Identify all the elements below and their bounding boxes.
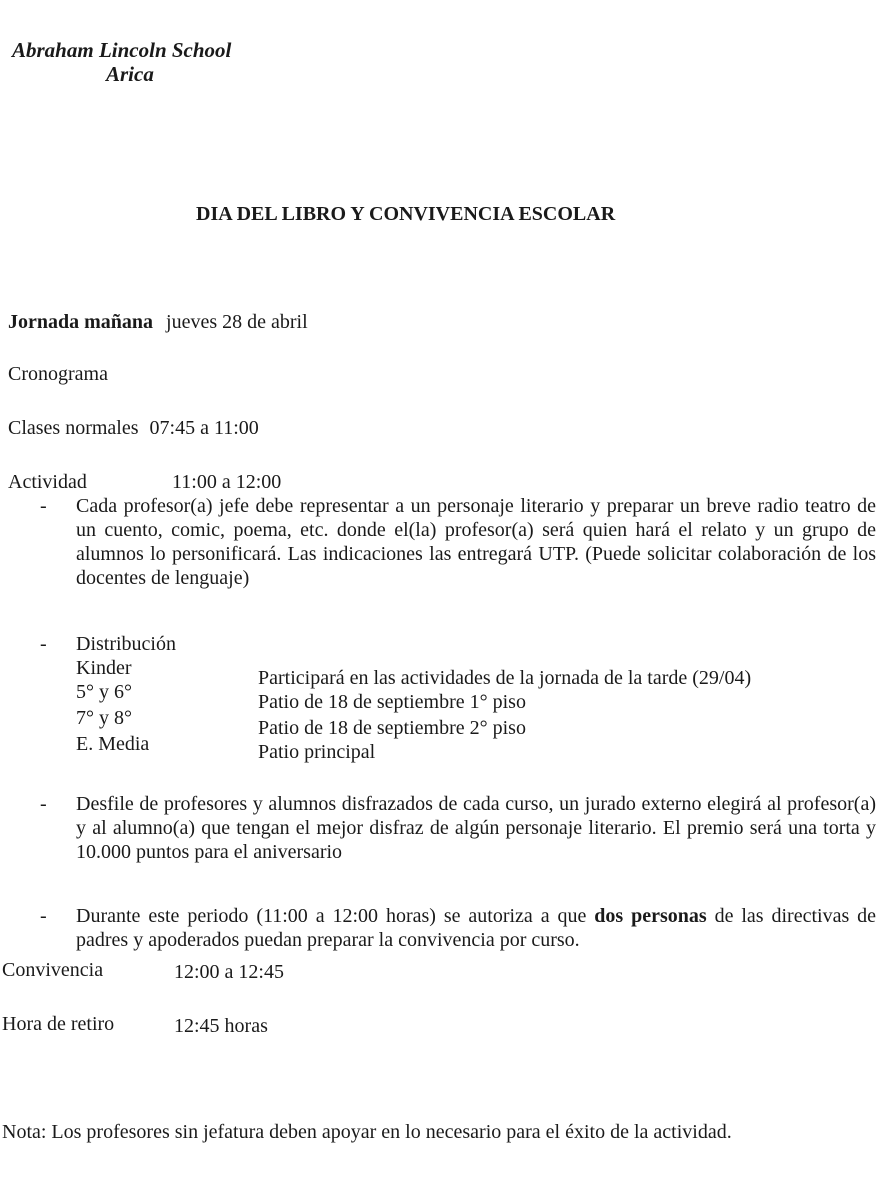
bullet-dash: -: [40, 633, 47, 655]
distribucion-place: Participará en las actividades de la jornada de la tarde (29/04): [258, 667, 752, 689]
retiro-label: Hora de retiro: [2, 1013, 115, 1035]
bullet-convivencia-prep: [76, 904, 876, 952]
cronograma-heading: Cronograma: [8, 363, 108, 385]
document-title: DIA DEL LIBRO Y CONVIVENCIA ESCOLAR: [196, 203, 616, 225]
bullet4-text-bold: dos personas: [594, 905, 707, 927]
distribucion-place: Patio de 18 de septiembre 2° piso: [258, 717, 526, 739]
distribucion-grade: E. Media: [76, 733, 150, 755]
distribucion-grade: Kinder: [76, 657, 132, 679]
distribucion-title: Distribución: [76, 633, 176, 655]
clases-label: Clases normales: [8, 417, 139, 439]
bullet-dash: -: [40, 495, 47, 517]
bullet4-text-pre: Durante este periodo (11:00 a 12:00 horas) se autoriza a que: [76, 905, 595, 927]
jornada-line: [8, 310, 308, 334]
bullet-dash: -: [40, 905, 47, 927]
school-city: Arica: [106, 62, 154, 86]
bullet-radio-teatro: Cada profesor(a) jefe debe representar a un personaje literario y preparar un breve radio teatro de un cuento, comic, poema, etc. donde el(la) profesor(a) será quien hará el relato y un grupo de alumnos lo personificará. Las indicaciones las entregará UTP. (Puede solicitar colaboración de los docentes de lenguaje): [76, 495, 876, 589]
bullet4-text-post: de las directivas de padres y apoderados puedan preparar la convivencia por curso.: [76, 905, 877, 951]
retiro-time: 12:45 horas: [174, 1015, 268, 1037]
distribucion-place: Patio principal: [258, 741, 376, 763]
distribucion-grade: 5° y 6°: [76, 681, 132, 703]
bullet-dash: -: [40, 793, 47, 815]
actividad-time: 11:00 a 12:00: [172, 471, 282, 493]
convivencia-time: 12:00 a 12:45: [174, 961, 284, 983]
convivencia-label: Convivencia: [2, 959, 104, 981]
jornada-label: Jornada mañana: [8, 311, 154, 333]
jornada-date: jueves 28 de abril: [166, 311, 308, 333]
actividad-label: Actividad: [8, 471, 87, 493]
distribucion-grade: 7° y 8°: [76, 707, 132, 729]
nota-footer: Nota: Los profesores sin jefatura deben apoyar en lo necesario para el éxito de la actividad.: [2, 1121, 732, 1143]
clases-time: 07:45 a 11:00: [149, 417, 259, 439]
bullet-desfile: Desfile de profesores y alumnos disfrazados de cada curso, un jurado externo elegirá al profesor(a) y al alumno(a) que tengan el mejor disfraz de algún personaje literario. El premio será una torta y 10.000 puntos para el aniversario: [76, 793, 876, 863]
school-name: Abraham Lincoln School: [12, 38, 232, 62]
distribucion-place: Patio de 18 de septiembre 1° piso: [258, 691, 526, 713]
clases-line: [8, 416, 259, 440]
